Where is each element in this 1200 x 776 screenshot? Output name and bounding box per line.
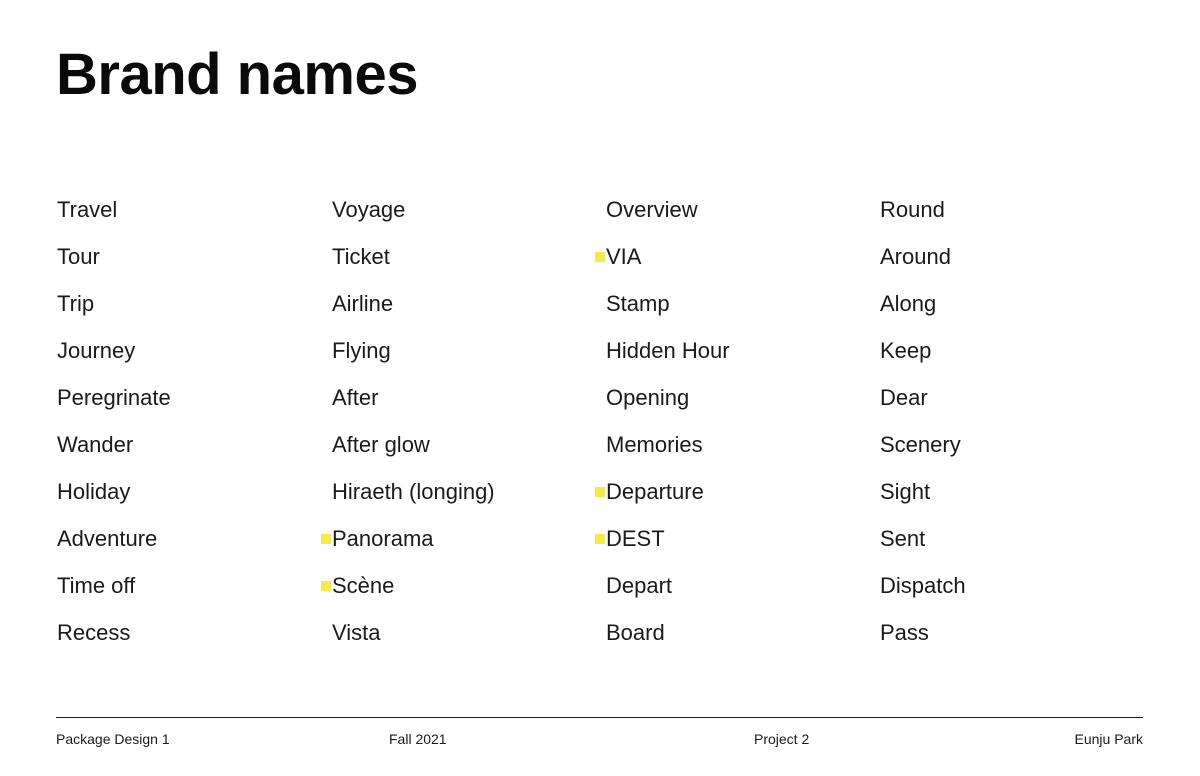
brand-name-label: Dear [880, 385, 928, 410]
brand-name-label: Departure [606, 479, 704, 504]
brand-name-item [332, 241, 592, 288]
brand-name-item [606, 288, 866, 335]
brand-name-label: Stamp [606, 291, 670, 316]
brand-name-item [332, 429, 592, 476]
brand-name-label: Memories [606, 432, 703, 457]
brand-name-item [332, 617, 592, 664]
brand-name-label: Airline [332, 291, 394, 316]
brand-name-item [332, 523, 592, 570]
highlight-marker-icon [321, 581, 331, 591]
brand-name-item [606, 241, 866, 288]
page-title: Brand names [56, 42, 418, 107]
highlight-marker-icon [595, 252, 605, 262]
brand-name-label: Keep [880, 338, 932, 363]
brand-name-label: Pass [880, 620, 929, 645]
brand-name-item [57, 241, 317, 288]
highlight-marker-icon [595, 487, 605, 497]
brand-name-label: Sent [880, 526, 926, 551]
brand-name-item [332, 476, 592, 523]
brand-name-label: Vista [332, 620, 381, 645]
brand-name-label: After [332, 385, 379, 410]
brand-name-item [57, 570, 317, 617]
brand-name-label: Ticket [332, 244, 390, 269]
brand-name-label: Panorama [332, 526, 434, 551]
brand-name-item [57, 523, 317, 570]
brand-name-label: Scène [332, 573, 395, 598]
brand-name-label: Journey [57, 338, 136, 363]
brand-name-item [880, 570, 1140, 617]
brand-name-item [57, 288, 317, 335]
brand-name-label: Time off [57, 573, 136, 598]
brand-name-item [57, 476, 317, 523]
brand-name-label: Around [880, 244, 951, 269]
brand-name-label: Recess [57, 620, 131, 645]
highlight-marker-icon [595, 534, 605, 544]
brand-name-item [57, 382, 317, 429]
brand-name-label: Travel [57, 197, 118, 222]
brand-name-item [606, 429, 866, 476]
brand-name-label: Tour [57, 244, 100, 269]
brand-name-column-3 [606, 194, 866, 664]
brand-name-label: Holiday [57, 479, 131, 504]
brand-name-label: Opening [606, 385, 690, 410]
brand-name-item [880, 617, 1140, 664]
brand-name-label: Voyage [332, 197, 406, 222]
brand-name-item [332, 194, 592, 241]
brand-name-item [57, 194, 317, 241]
brand-name-item [880, 241, 1140, 288]
brand-name-label: Round [880, 197, 945, 222]
brand-name-item [57, 335, 317, 382]
brand-name-item [332, 382, 592, 429]
brand-name-item [880, 382, 1140, 429]
brand-name-label: VIA [606, 244, 642, 269]
brand-name-item [880, 476, 1140, 523]
brand-name-item [606, 335, 866, 382]
brand-name-label: Peregrinate [57, 385, 171, 410]
brand-name-grid [0, 194, 1200, 664]
brand-name-item [606, 476, 866, 523]
brand-name-item [57, 617, 317, 664]
footer-author: Eunju Park [1074, 731, 1143, 747]
brand-name-item [606, 617, 866, 664]
brand-name-item [880, 194, 1140, 241]
brand-name-item [880, 429, 1140, 476]
brand-name-item [332, 288, 592, 335]
brand-name-label: Sight [880, 479, 931, 504]
brand-name-column-2 [332, 194, 592, 664]
brand-name-column-1 [57, 194, 317, 664]
brand-name-label: After glow [332, 432, 430, 457]
brand-name-item [606, 570, 866, 617]
brand-name-label: Dispatch [880, 573, 966, 598]
brand-name-item [880, 335, 1140, 382]
brand-name-item [332, 570, 592, 617]
brand-name-label: Along [880, 291, 937, 316]
brand-name-label: Hidden Hour [606, 338, 730, 363]
brand-name-label: Wander [57, 432, 134, 457]
brand-name-label: Scenery [880, 432, 961, 457]
brand-name-item [606, 523, 866, 570]
brand-name-label: Hiraeth (longing) [332, 479, 495, 504]
brand-name-label: Overview [606, 197, 698, 222]
brand-name-item [880, 523, 1140, 570]
brand-name-column-4 [880, 194, 1140, 664]
brand-name-label: Adventure [57, 526, 158, 551]
brand-name-item [606, 194, 866, 241]
brand-name-item [57, 429, 317, 476]
brand-name-label: Flying [332, 338, 391, 363]
footer-project: Project 2 [754, 731, 810, 747]
footer-term: Fall 2021 [389, 731, 447, 747]
highlight-marker-icon [321, 534, 331, 544]
brand-name-label: DEST [606, 526, 665, 551]
brand-name-item [332, 335, 592, 382]
brand-name-label: Trip [57, 291, 95, 316]
brand-name-label: Board [606, 620, 665, 645]
footer-divider [56, 717, 1143, 718]
footer-course: Package Design 1 [56, 731, 170, 747]
brand-name-item [880, 288, 1140, 335]
brand-name-item [606, 382, 866, 429]
brand-name-label: Depart [606, 573, 673, 598]
